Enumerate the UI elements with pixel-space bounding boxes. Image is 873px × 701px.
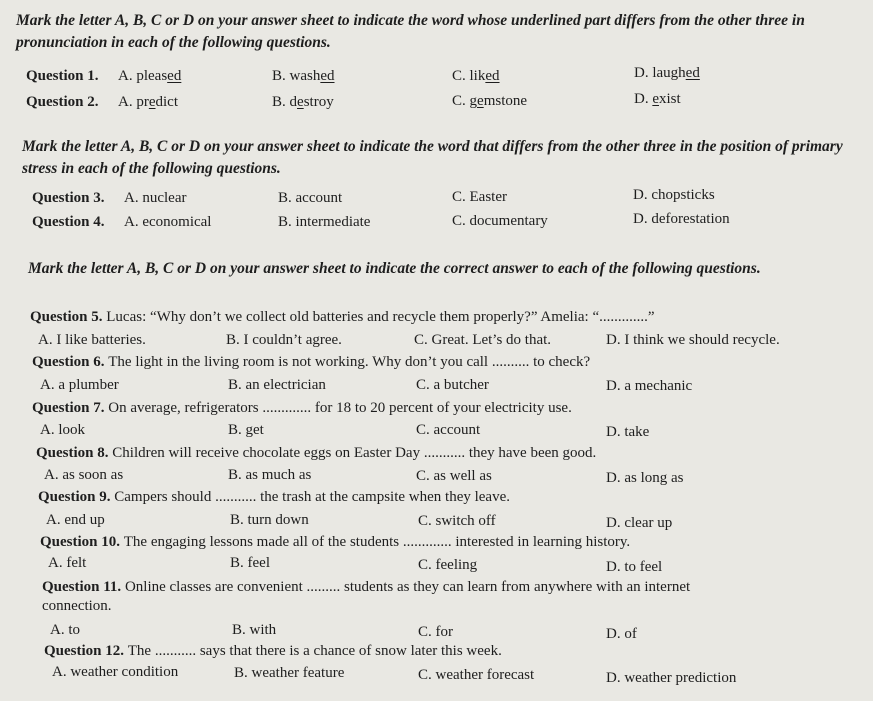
q6-option-c[interactable]: C. a butcher bbox=[416, 377, 489, 393]
instruction-stress: Mark the letter A, B, C or D on your answer sheet to indicate the word that differs from the other three in the position of primary stress in each of the following questions. bbox=[22, 138, 843, 177]
q2-option-a[interactable]: A. predict bbox=[118, 94, 179, 110]
q6-option-d[interactable]: D. a mechanic bbox=[606, 378, 693, 394]
question-9-stem: Campers should ........... the trash at the campsite when they leave. bbox=[114, 489, 510, 505]
q8-option-d[interactable]: D. as long as bbox=[606, 470, 684, 486]
q12-option-c[interactable]: C. weather forecast bbox=[418, 667, 535, 683]
q7-option-b[interactable]: B. get bbox=[228, 422, 264, 438]
q5-option-d[interactable]: D. I think we should recycle. bbox=[606, 332, 780, 348]
q12-option-a[interactable]: A. weather condition bbox=[52, 664, 179, 680]
q10-option-b[interactable]: B. feel bbox=[230, 555, 270, 571]
q1-option-a[interactable]: A. pleased bbox=[118, 68, 182, 84]
q2-option-b[interactable]: B. destroy bbox=[272, 94, 334, 110]
q9-option-c[interactable]: C. switch off bbox=[418, 513, 496, 529]
question-1-label: Question 1. bbox=[26, 68, 99, 84]
q7-option-d[interactable]: D. take bbox=[606, 424, 650, 440]
question-12: Question 12. The ........... says that there is a chance of snow later this week. bbox=[44, 643, 502, 659]
question-10: Question 10. The engaging lessons made all of the students ............. interested in learning history. bbox=[40, 534, 631, 550]
q2-option-c[interactable]: C. gemstone bbox=[452, 93, 528, 109]
q7-option-a[interactable]: A. look bbox=[40, 422, 85, 438]
q5-option-c[interactable]: C. Great. Let’s do that. bbox=[414, 332, 552, 348]
question-11-stem: Online classes are convenient ......... students as they can learn from anywhere with an internet bbox=[124, 579, 691, 595]
q4-option-d[interactable]: D. deforestation bbox=[633, 211, 730, 227]
q4-option-b[interactable]: B. intermediate bbox=[278, 214, 371, 230]
q12-option-b[interactable]: B. weather feature bbox=[234, 665, 345, 681]
q8-option-c[interactable]: C. as well as bbox=[416, 468, 492, 484]
question-11: Question 11. Online classes are convenient ......... students as they can learn from anywhere with an internet bbox=[42, 579, 691, 595]
question-12-stem: The ........... says that there is a chance of snow later this week. bbox=[127, 643, 502, 659]
q4-option-c[interactable]: C. documentary bbox=[452, 213, 548, 229]
instruction-pronunciation: Mark the letter A, B, C or D on your answer sheet to indicate the word whose underlined part differs from the other three in pronunciation in each of the following questions. bbox=[16, 12, 805, 51]
q8-option-b[interactable]: B. as much as bbox=[228, 467, 312, 483]
question-3-label: Question 3. bbox=[32, 190, 105, 206]
question-4-label: Question 4. bbox=[32, 214, 105, 230]
q3-option-a[interactable]: A. nuclear bbox=[124, 190, 187, 206]
q9-option-d[interactable]: D. clear up bbox=[606, 515, 673, 531]
q4-option-a[interactable]: A. economical bbox=[124, 214, 212, 230]
question-7: Question 7. On average, refrigerators ............. for 18 to 20 percent of your electricity use. bbox=[32, 400, 572, 416]
question-8: Question 8. Children will receive chocolate eggs on Easter Day ........... they have been good. bbox=[36, 445, 597, 461]
q12-option-d[interactable]: D. weather prediction bbox=[606, 670, 737, 686]
question-6-stem: The light in the living room is not working. Why don’t you call .......... to check? bbox=[108, 354, 591, 370]
question-11-stem-continued: connection. bbox=[42, 598, 112, 614]
question-10-stem: The engaging lessons made all of the students ............. interested in learning history. bbox=[123, 534, 631, 550]
question-5: Question 5. Lucas: “Why don’t we collect old batteries and recycle them properly?” Amelia: “.............” bbox=[30, 309, 655, 325]
q10-option-d[interactable]: D. to feel bbox=[606, 559, 663, 575]
instruction-correct-answer: Mark the letter A, B, C or D on your answer sheet to indicate the correct answer to each of the following questions. bbox=[28, 260, 761, 277]
question-2-label: Question 2. bbox=[26, 94, 99, 110]
q11-option-a[interactable]: A. to bbox=[50, 622, 80, 638]
q1-option-b[interactable]: B. washed bbox=[272, 68, 335, 84]
q9-option-a[interactable]: A. end up bbox=[46, 512, 105, 528]
question-7-stem: On average, refrigerators ............. for 18 to 20 percent of your electricity use. bbox=[108, 400, 572, 416]
q11-option-b[interactable]: B. with bbox=[232, 622, 277, 638]
q10-option-a[interactable]: A. felt bbox=[48, 555, 87, 571]
q3-option-d[interactable]: D. chopsticks bbox=[633, 187, 715, 203]
q8-option-a[interactable]: A. as soon as bbox=[44, 467, 124, 483]
q1-option-d[interactable]: D. laughed bbox=[634, 65, 700, 81]
q6-option-b[interactable]: B. an electrician bbox=[228, 377, 326, 393]
q3-option-c[interactable]: C. Easter bbox=[452, 189, 507, 205]
q1-option-c[interactable]: C. liked bbox=[452, 68, 500, 84]
q11-option-d[interactable]: D. of bbox=[606, 626, 637, 642]
q9-option-b[interactable]: B. turn down bbox=[230, 512, 309, 528]
q11-option-c[interactable]: C. for bbox=[418, 624, 453, 640]
question-6: Question 6. The light in the living room is not working. Why don’t you call .......... to check? bbox=[32, 354, 591, 370]
q6-option-a[interactable]: A. a plumber bbox=[40, 377, 119, 393]
question-8-stem: Children will receive chocolate eggs on Easter Day ........... they have been good. bbox=[112, 445, 597, 461]
q5-option-a[interactable]: A. I like batteries. bbox=[38, 332, 146, 348]
q10-option-c[interactable]: C. feeling bbox=[418, 557, 478, 573]
q5-option-b[interactable]: B. I couldn’t agree. bbox=[226, 332, 342, 348]
question-5-stem: Lucas: “Why don’t we collect old batteries and recycle them properly?” Amelia: “.............” bbox=[106, 309, 655, 325]
q7-option-c[interactable]: C. account bbox=[416, 422, 481, 438]
question-9: Question 9. Campers should ........... the trash at the campsite when they leave. bbox=[38, 489, 510, 505]
q3-option-b[interactable]: B. account bbox=[278, 190, 343, 206]
q2-option-d[interactable]: D. exist bbox=[634, 91, 681, 107]
